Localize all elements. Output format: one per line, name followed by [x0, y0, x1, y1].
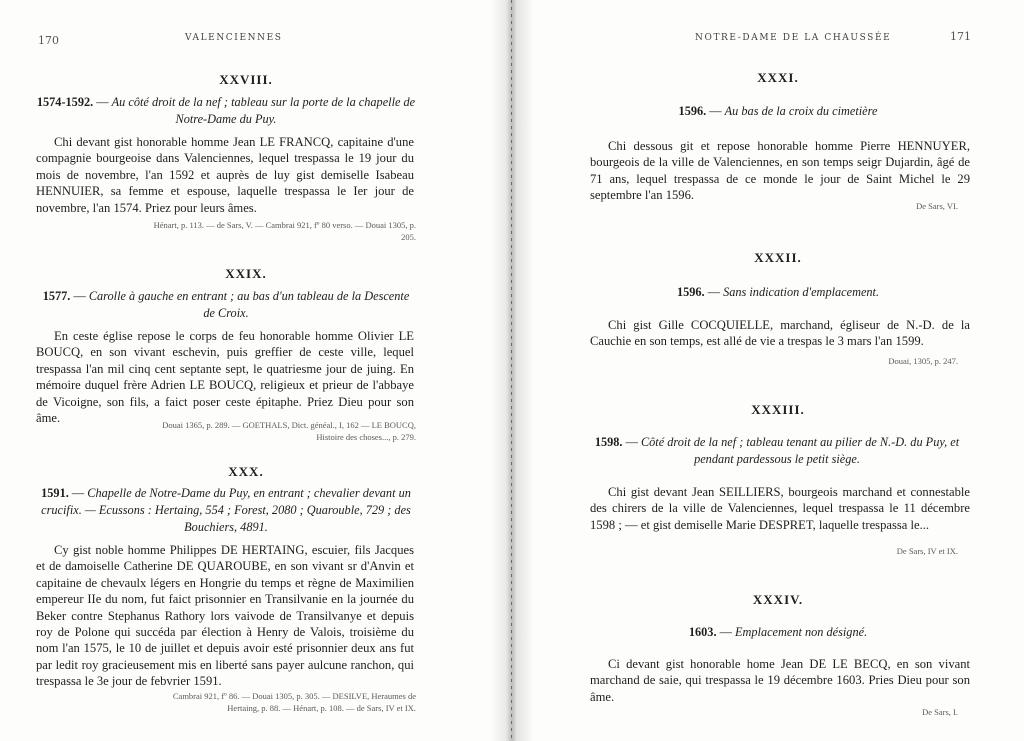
entry-date: 1577.: [42, 289, 71, 303]
entry-heading: 1598. — Côté droit de la nef ; tableau tenant au pilier de N.-D. du Puy, et pendant pardessous le petit siège.: [594, 435, 960, 466]
entry-numeral: XXX.: [228, 464, 264, 479]
entry-source: De Sars, VI.: [916, 201, 958, 211]
entry-heading: 1596. — Au bas de la croix du cimetière: [678, 104, 878, 118]
entry-heading: 1603. — Emplacement non désigné.: [688, 625, 868, 639]
running-head: NOTRE-DAME DE LA CHAUSSÉE: [695, 33, 892, 43]
book-gutter: [492, 0, 532, 741]
entry-date: 1596.: [678, 104, 707, 118]
entry-source: De Sars, I.: [922, 707, 958, 717]
entry-text: Ci devant gist honorable home Jean DE LE BECQ, en son vivant marchand de saie, qui trespassa le 19 décembre 1603. Pries Dieu pour son âme.: [590, 657, 970, 704]
page-number: 170: [38, 34, 59, 47]
left-page: [0, 0, 492, 741]
entry-source: Douai, 1305, p. 247.: [888, 356, 958, 366]
entry-location: Chapelle de Notre-Dame du Puy, en entrant ; chevalier devant un crucifix. — Ecussons : Hertaing, 554 ; Forest, 2080 ; Quarouble, 729 ; des Bouchiers, 4891.: [41, 486, 411, 534]
entry-location: Emplacement non désigné.: [734, 625, 868, 639]
entry-date: 1603.: [688, 625, 717, 639]
entry-date: 1596.: [676, 285, 705, 299]
entry-numeral: XXXII.: [754, 250, 802, 265]
entry-text: Chi devant gist honorable homme Jean LE FRANCQ, capitaine d'une compagnie bourgeoise dans Valenciennes, lequel trespassa le 19 jour du mois de novembre, l'an 1592 et auprès de luy gist demiselle Isabeau HENNUIER, sa femme et espouse, laquelle trespassa le Ier jour de novembre, l'an 1574. Priez pour leurs âmes.: [36, 135, 414, 215]
entry-location: Carolle à gauche en entrant ; au bas d'un tableau de la Descente de Croix.: [88, 289, 410, 320]
entry-date: 1591.: [41, 486, 69, 500]
right-page: [532, 0, 1024, 741]
entry-source: De Sars, IV et IX.: [896, 546, 958, 556]
entry-heading: 1577. — Carolle à gauche en entrant ; au bas d'un tableau de la Descente de Croix.: [42, 289, 410, 320]
page-number: 171: [950, 30, 971, 43]
entry-heading: 1596. — Sans indication d'emplacement.: [676, 285, 880, 299]
entry-numeral: XXXIV.: [752, 592, 804, 607]
entry-numeral: XXXIII.: [751, 402, 805, 417]
entry-location: Au bas de la croix du cimetière: [724, 104, 878, 118]
entry-source: Cambrai 921, fº 86. — Douai 1305, p. 305. — DESILVE, Heraumes de Hertaing, p. 88. — Hénart, p. 108. — de Sars, IV et IX.: [172, 691, 416, 713]
entry-heading: 1591. — Chapelle de Notre-Dame du Puy, en entrant ; chevalier devant un crucifix. — Ecussons : Hertaing, 554 ; Forest, 2080 ; Quarouble, 729 ; des Bouchiers, 4891.: [41, 486, 411, 534]
entry-text: Chi dessous git et repose honorable homme Pierre HENNUYER, bourgeois de la ville de Valenciennes, en son temps seigr Dujardin, âgé de 71 ans, lequel trespassa de ce monde le jour de Saint Michel le 29 septembre l'an 1596.: [590, 139, 970, 203]
entry-text: Chi gist devant Jean SEILLIERS, bourgeois marchand et connestable des chirers de la ville de Valenciennes, lequel trespassa le 11 décembre 1598 ; — et gist demiselle Marie DESPRET, laquelle trespassa le...: [590, 485, 970, 532]
entry-text: En ceste église repose le corps de feu honorable homme Olivier LE BOUCQ, en son vivant eschevin, puis greffier de ceste ville, lequel trespassa l'an mil cinq cent septante sept, le quatriesme jour de juing. En mémoire duquel frère Adrien LE BOUCQ, religieux et prieur de l'abbaye de Vicoigne, son fils, a faict poser ceste épitaphe. Priez Dieu pour son âme.: [36, 329, 414, 426]
entry-heading: 1574-1592. — Au côté droit de la nef ; tableau sur la porte de la chapelle de Notre-Dame du Puy.: [36, 95, 416, 126]
entry-location: Sans indication d'emplacement.: [723, 285, 880, 299]
entry-numeral: XXXI.: [757, 70, 799, 85]
entry-date: 1574-1592.: [36, 95, 94, 109]
entry-location: Au côté droit de la nef ; tableau sur la porte de la chapelle de Notre-Dame du Puy.: [111, 95, 416, 126]
entry-date: 1598.: [594, 435, 623, 449]
entry-text: Chi gist Gille COCQUIELLE, marchand, égliseur de N.-D. de la Cauchie en son temps, est allé de vie a trespas le 3 mars l'an 1599.: [590, 318, 970, 349]
entry-text: Cy gist noble homme Philippes DE HERTAING, escuier, fils Jacques et de damoiselle Catherine DE QUAROUBE, en son vivant sr d'Anvin et capitaine de chevaulx légers en Hongrie du temps et règne de Maximilien empereur IIe du nom, fut faict prisonnier en Transilvanie en la journée du Beker contre Stephanus Rathory lors vaivode de Transilvanye et depuis roy de Polone qui succéda par élection à Henry de Valois, troisième du nom l'an 1575, le 10 de juillet et depuis avoir esté prisonnier deux ans fut par ledit roy gracieusement mis en liberté sans payer aulcune ranchon, qui trespassa le 3e jour de febvrier 1591.: [36, 543, 414, 689]
running-head: VALENCIENNES: [185, 33, 283, 43]
entry-numeral: XXVIII.: [219, 72, 273, 87]
entry-source: Hénart, p. 113. — de Sars, V. — Cambrai 921, fº 80 verso. — Douai 1305, p. 205.: [153, 220, 416, 242]
entry-source: Douai 1365, p. 289. — GOETHALS, Dict. généal., I, 162 — LE BOUCQ, Histoire des choses..., p. 279.: [162, 420, 416, 442]
entry-numeral: XXIX.: [225, 266, 267, 281]
entry-location: Côté droit de la nef ; tableau tenant au pilier de N.-D. du Puy, et pendant pardessous le petit siège.: [640, 435, 960, 466]
